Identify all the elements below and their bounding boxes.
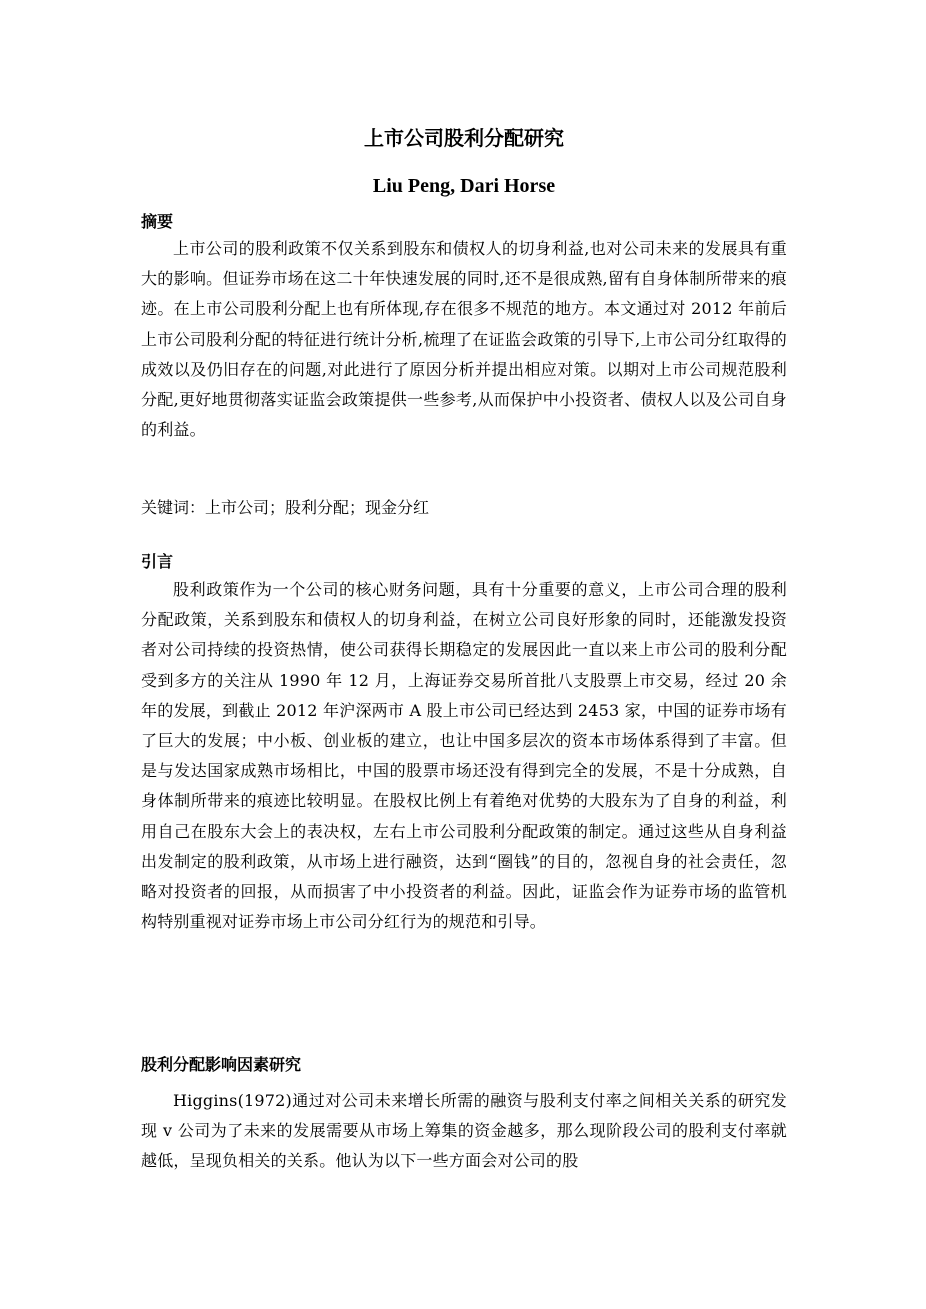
section-body-dividend-factors: Higgins(1972)通过对公司未来增长所需的融资与股利支付率之间相关关系的研究发现 v 公司为了未来的发展需要从市场上筹集的资金越多，那么现阶段公司的股利支付率就越低，呈现负相关的关系。他认为以下一些方面会对公司的股 [141,1091,787,1171]
intro-heading: 引言 [141,552,174,571]
section-heading-dividend-factors: 股利分配影响因素研究 [141,1055,302,1074]
paper-title: 上市公司股利分配研究 [364,126,564,150]
abstract-heading: 摘要 [141,212,174,231]
paper-authors: Liu Peng, Dari Horse [372,175,556,197]
intro-body: 股利政策作为一个公司的核心财务问题，具有十分重要的意义，上市公司合理的股利分配政策，关系到股东和债权人的切身利益，在树立公司良好形象的同时，还能激发投资者对公司持续的投资热情，使公司获得长期稳定的发展因此一直以来上市公司的股利分配受到多方的关注从 1990 年 12 月，上海证券交易所首批八支股票上市交易，经过 20 余年的发展，到截止 2012 年沪深两市 A 股上市公司已经达到 2453 家，中国的证券市场有了巨大的发展；中小板、创业板的建立，也让中国多层次的资本市场体系得到了丰富。但是与发达国家成熟市场相比，中国的股票市场还没有得到完全的发展，不是十分成熟，自身体制所带来的痕迹比较明显。在股权比例上有着绝对优势的大股东为了自身的利益，利用自己在股东大会上的表决权，左右上市公司股利分配政策的制定。通过这些从自身利益出发制定的股利政策，从市场上进行融资，达到“圈钱”的目的，忽视自身的社会责任，忽略对投资者的回报，从而损害了中小投资者的利益。因此，证监会作为证券市场的监管机构特别重视对证券市场上市公司分红行为的规范和引导。 [141,580,787,932]
abstract-body: 上市公司的股利政策不仅关系到股东和债权人的切身利益,也对公司未来的发展具有重大的影响。但证券市场在这二十年快速发展的同时,还不是很成熟,留有自身体制所带来的痕迹。在上市公司股利分配上也有所体现,存在很多不规范的地方。本文通过对 2012 年前后上市公司股利分配的特征进行统计分析,梳理了在证监会政策的引导下,上市公司分红取得的成效以及仍旧存在的问题,对此进行了原因分析并提出相应对策。以期对上市公司规范股利分配,更好地贯彻落实证监会政策提供一些参考,从而保护中小投资者、债权人以及公司自身的利益。 [141,239,787,440]
keywords-line: 关键词：上市公司；股利分配；现金分红 [141,498,430,517]
